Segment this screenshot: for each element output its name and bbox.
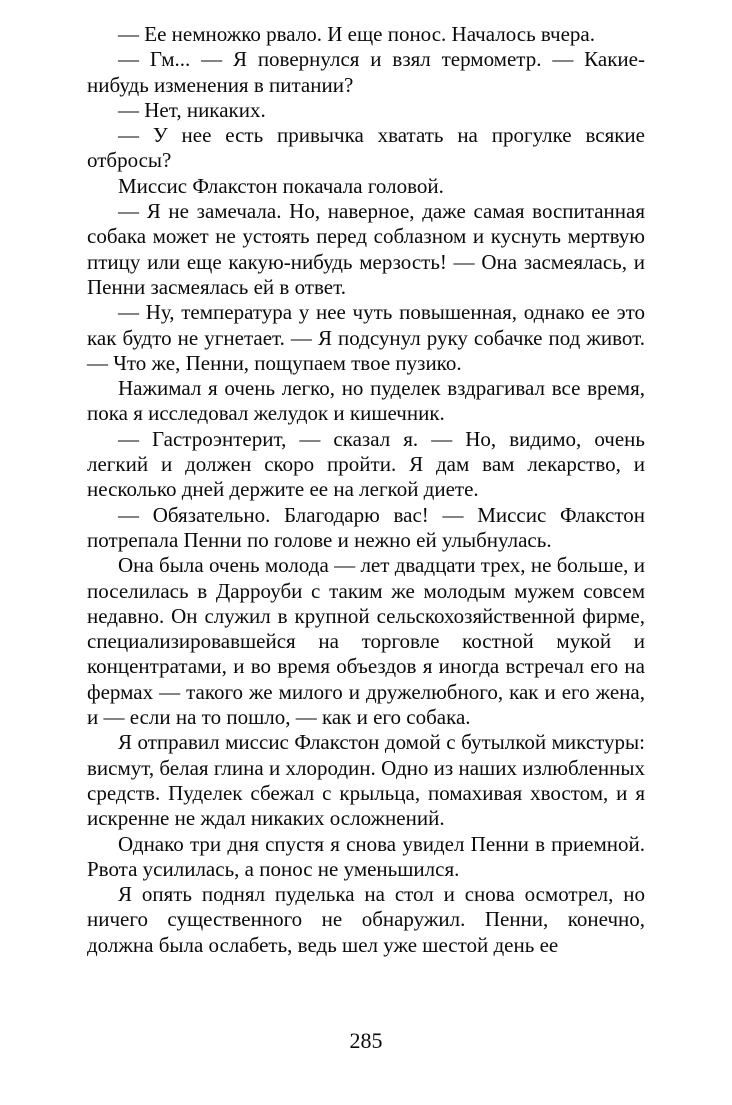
paragraph-9: — Гастроэнтерит, — сказал я. — Но, видимо, очень легкий и должен скоро пройти. Я дам вам лекарство, и несколько дней держите ее на легкой диете. [87, 426, 645, 502]
paragraph-3: — Нет, никаких. [118, 97, 266, 122]
paragraph-4: — У нее есть привычка хватать на прогулке всякие отбросы? [87, 123, 645, 173]
paragraph-10: — Обязательно. Благодарю вас! — Миссис Флакстон потрепала Пенни по голове и нежно ей улыбнулась. [87, 502, 645, 552]
page-number: 285 [349, 1028, 383, 1053]
paragraph-2: — Гм... — Я повернулся и взял термометр. — Какие-нибудь изменения в питании? [87, 47, 645, 97]
paragraph-6: — Я не замечала. Но, наверное, даже самая воспитанная собака может не устоять перед соблазном и куснуть мертвую птицу или еще какую-нибудь мерзость! — Она засмеялась, и Пенни засмеялась ей в ответ. [87, 199, 645, 299]
paragraph-11: Она была очень молода — лет двадцати трех, не больше, и поселилась в Дарроуби с таким же молодым мужем совсем недавно. Он служил в крупной сельскохозяйственной фирме, специализировавшейся на торговле костной мукой и концентратами, и во время объездов я иногда встречал его на фермах — такого же милого и дружелюбного, как и его жена, и — если на то пошло, — как и его собака. [87, 553, 645, 730]
paragraph-7: — Ну, температура у нее чуть повышенная, однако ее это как будто не угнетает. — Я подсунул руку собачке под живот. — Что же, Пенни, пощупаем твое пузико. [87, 300, 645, 375]
paragraph-8: Нажимал я очень легко, но пуделек вздрагивал все время, пока я исследовал желудок и кишечник. [87, 376, 645, 426]
paragraph-1: — Ее немножко рвало. И еще понос. Началось вчера. [118, 22, 595, 46]
paragraph-5: Миссис Флакстон покачала головой. [118, 173, 444, 198]
paragraph-14: Я опять поднял пуделька на стол и снова осмотрел, но ничего существенного не обнаружил. Пенни, конечно, должна была ослабеть, ведь шел уже шестой день ее [87, 882, 645, 957]
paragraph-12: Я отправил миссис Флакстон домой с бутылкой микстуры: висмут, белая глина и хлородин. Одно из наших излюбленных средств. Пуделек сбежал с крыльца, помахивая хвостом, и я искренне не ждал никаких осложнений. [87, 730, 645, 831]
page-body [87, 22, 645, 958]
paragraph-13: Однако три дня спустя я снова увидел Пенни в приемной. Рвота усилилась, а понос не уменьшился. [87, 831, 645, 881]
